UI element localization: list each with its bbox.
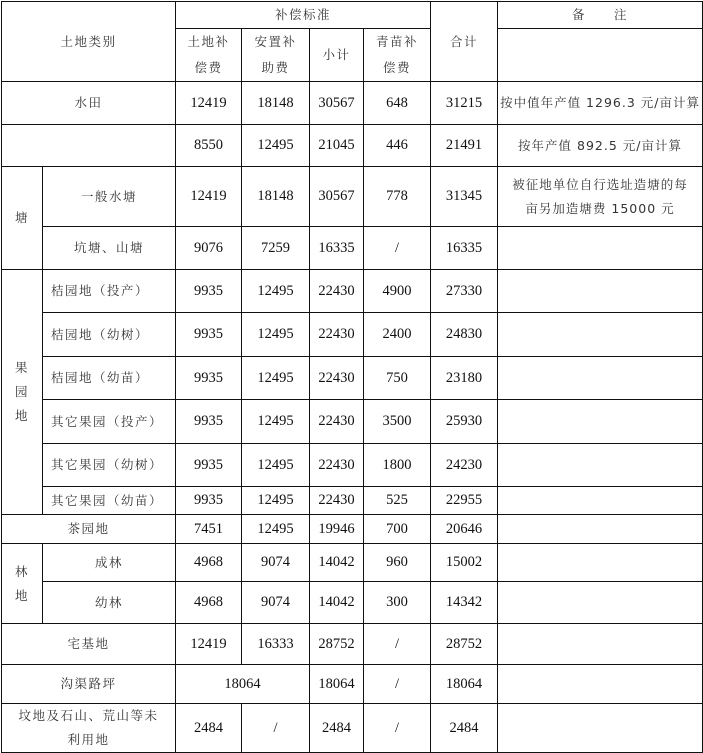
cell-resettle: 9074 — [242, 582, 310, 624]
cell-resettle: 12495 — [242, 270, 310, 313]
table-row — [2, 313, 703, 357]
group-forest — [2, 544, 43, 624]
cell-subtotal: 30567 — [310, 167, 364, 227]
table-row — [2, 487, 703, 515]
cell-land: 9935 — [176, 270, 242, 313]
cell-total: 31345 — [431, 167, 498, 227]
cell-resettle: 12495 — [242, 444, 310, 487]
cell-land: 2484 — [176, 704, 242, 753]
row-category: 茶园地 — [2, 515, 176, 544]
header-crop-compensation — [364, 29, 431, 82]
header-line: 偿费 — [194, 60, 223, 75]
header-row-1 — [2, 2, 703, 29]
cell-crop: 3500 — [364, 400, 431, 444]
cell-subtotal: 22430 — [310, 357, 364, 400]
group-orchard — [2, 270, 43, 515]
cell-note — [498, 487, 703, 515]
cell-total: 18064 — [431, 665, 498, 704]
group-pond: 塘 — [2, 167, 43, 270]
cell-crop: / — [364, 665, 431, 704]
cell-crop: 2400 — [364, 313, 431, 357]
group-char: 地 — [14, 587, 29, 603]
cell-crop: 4900 — [364, 270, 431, 313]
row-category: 宅基地 — [2, 624, 176, 665]
cell-resettle: 18148 — [242, 167, 310, 227]
row-category: 其它果园（幼苗） — [43, 487, 176, 515]
group-char: 地 — [14, 408, 29, 423]
table-row — [2, 400, 703, 444]
cell-crop: 525 — [364, 487, 431, 515]
header-total: 合计 — [431, 2, 498, 82]
table-row — [2, 82, 703, 125]
row-category: 坑塘、山塘 — [43, 227, 176, 270]
cell-land-resettle-merged: 18064 — [176, 665, 310, 704]
cell-land: 12419 — [176, 82, 242, 125]
row-category: 一般水塘 — [43, 167, 176, 227]
category-line: 利用地 — [67, 732, 110, 747]
cell-resettle: / — [242, 704, 310, 753]
cell-total: 15002 — [431, 544, 498, 582]
header-compensation-standard: 补偿标准 — [176, 2, 431, 29]
table-row — [2, 624, 703, 665]
cell-resettle: 7259 — [242, 227, 310, 270]
cell-subtotal: 22430 — [310, 400, 364, 444]
cell-subtotal: 21045 — [310, 125, 364, 167]
row-category: 沟渠路坪 — [2, 665, 176, 704]
cell-crop: 1800 — [364, 444, 431, 487]
row-category: 其它果园（投产） — [43, 400, 176, 444]
group-char: 果 — [14, 360, 29, 375]
cell-total: 21491 — [431, 125, 498, 167]
cell-note — [498, 544, 703, 582]
cell-note — [498, 227, 703, 270]
cell-note — [498, 515, 703, 544]
cell-subtotal: 16335 — [310, 227, 364, 270]
cell-subtotal: 19946 — [310, 515, 364, 544]
cell-total: 14342 — [431, 582, 498, 624]
cell-resettle: 12495 — [242, 125, 310, 167]
cell-land: 9935 — [176, 487, 242, 515]
row-category: 成林 — [43, 544, 176, 582]
header-remarks: 备 注 — [498, 2, 703, 29]
cell-land: 9935 — [176, 400, 242, 444]
cell-note — [498, 357, 703, 400]
cell-total: 2484 — [431, 704, 498, 753]
cell-resettle: 16333 — [242, 624, 310, 665]
cell-subtotal: 22430 — [310, 313, 364, 357]
cell-total: 24830 — [431, 313, 498, 357]
row-category: 桔园地（投产） — [43, 270, 176, 313]
cell-total: 28752 — [431, 624, 498, 665]
group-char: 林 — [14, 563, 29, 579]
cell-subtotal: 14042 — [310, 544, 364, 582]
cell-total: 23180 — [431, 357, 498, 400]
cell-land: 9076 — [176, 227, 242, 270]
cell-subtotal: 28752 — [310, 624, 364, 665]
header-land-compensation — [176, 29, 242, 82]
table-row — [2, 665, 703, 704]
cell-subtotal: 2484 — [310, 704, 364, 753]
cell-resettle: 12495 — [242, 515, 310, 544]
header-resettlement-subsidy — [242, 29, 310, 82]
table-row — [2, 582, 703, 624]
cell-resettle: 12495 — [242, 400, 310, 444]
row-category: 幼林 — [43, 582, 176, 624]
header-subtotal: 小计 — [310, 29, 364, 82]
cell-crop: / — [364, 624, 431, 665]
group-char: 园 — [14, 384, 29, 399]
cell-note — [498, 400, 703, 444]
cell-land: 4968 — [176, 544, 242, 582]
cell-note — [498, 582, 703, 624]
compensation-standard-table — [1, 1, 703, 753]
cell-crop: 446 — [364, 125, 431, 167]
cell-subtotal: 18064 — [310, 665, 364, 704]
cell-note: 按年产值 892.5 元/亩计算 — [498, 125, 703, 167]
cell-crop: / — [364, 704, 431, 753]
cell-note — [498, 665, 703, 704]
cell-subtotal: 14042 — [310, 582, 364, 624]
cell-crop: 778 — [364, 167, 431, 227]
cell-note — [498, 704, 703, 753]
cell-land: 8550 — [176, 125, 242, 167]
cell-land: 9935 — [176, 313, 242, 357]
row-category: 桔园地（幼苗） — [43, 357, 176, 400]
header-line: 土地补 — [187, 34, 230, 49]
table-row — [2, 270, 703, 313]
cell-subtotal: 30567 — [310, 82, 364, 125]
row-category — [2, 704, 176, 753]
cell-land: 9935 — [176, 357, 242, 400]
cell-total: 27330 — [431, 270, 498, 313]
table-row — [2, 704, 703, 753]
header-line: 助费 — [261, 60, 290, 75]
cell-total: 22955 — [431, 487, 498, 515]
cell-land: 12419 — [176, 167, 242, 227]
row-category: 其它果园（幼树） — [43, 444, 176, 487]
row-category: 桔园地（幼树） — [43, 313, 176, 357]
table-row — [2, 125, 703, 167]
cell-resettle: 18148 — [242, 82, 310, 125]
cell-crop: 960 — [364, 544, 431, 582]
cell-subtotal: 22430 — [310, 487, 364, 515]
cell-land: 12419 — [176, 624, 242, 665]
table-row — [2, 227, 703, 270]
header-line: 偿费 — [383, 60, 412, 75]
cell-land: 4968 — [176, 582, 242, 624]
cell-resettle: 12495 — [242, 487, 310, 515]
header-line: 安置补 — [254, 34, 297, 49]
row-category — [2, 125, 176, 167]
table-row — [2, 544, 703, 582]
table-row — [2, 515, 703, 544]
cell-crop: 750 — [364, 357, 431, 400]
row-category: 水田 — [2, 82, 176, 125]
cell-land: 7451 — [176, 515, 242, 544]
cell-total: 16335 — [431, 227, 498, 270]
cell-crop: 648 — [364, 82, 431, 125]
category-line: 坟地及石山、荒山等未 — [18, 708, 159, 723]
cell-land: 9935 — [176, 444, 242, 487]
table-row — [2, 357, 703, 400]
table-row — [2, 167, 703, 227]
cell-resettle: 12495 — [242, 357, 310, 400]
cell-note — [498, 313, 703, 357]
cell-crop: 300 — [364, 582, 431, 624]
cell-resettle: 12495 — [242, 313, 310, 357]
cell-total: 24230 — [431, 444, 498, 487]
header-land-category: 土地类别 — [2, 2, 176, 82]
note-line: 亩另加造塘费 15000 元 — [525, 200, 675, 216]
cell-note — [498, 270, 703, 313]
header-line: 青苗补 — [376, 34, 419, 49]
cell-note — [498, 444, 703, 487]
header-remarks-blank — [498, 29, 703, 82]
cell-subtotal: 22430 — [310, 444, 364, 487]
cell-subtotal: 22430 — [310, 270, 364, 313]
cell-note — [498, 167, 703, 227]
cell-crop: / — [364, 227, 431, 270]
cell-resettle: 9074 — [242, 544, 310, 582]
cell-note: 按中值年产值 1296.3 元/亩计算 — [498, 82, 703, 125]
cell-note — [498, 624, 703, 665]
cell-crop: 700 — [364, 515, 431, 544]
cell-total: 31215 — [431, 82, 498, 125]
note-line: 被征地单位自行选址造塘的每 — [512, 176, 688, 192]
cell-total: 25930 — [431, 400, 498, 444]
table-row — [2, 444, 703, 487]
cell-total: 20646 — [431, 515, 498, 544]
